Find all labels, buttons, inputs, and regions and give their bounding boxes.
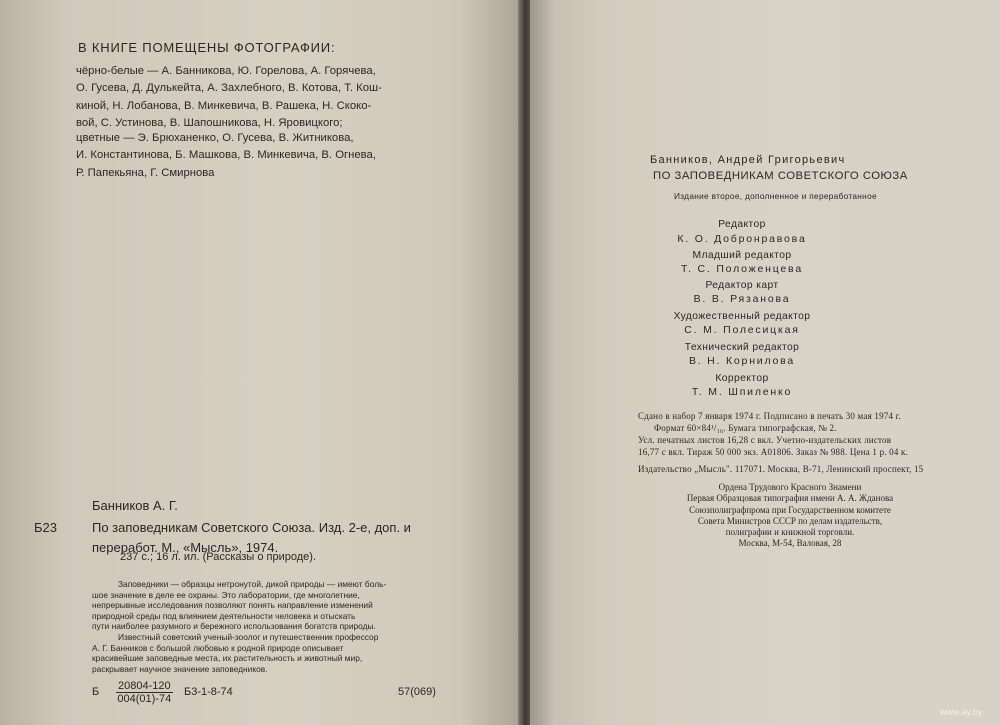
imprint-line: Усл. печатных листов 16,28 с вкл. Учетно-издательских листов: [638, 435, 892, 445]
imprint-line: 16,77 с вкл. Тираж 50 000 экз. А01806. Заказ № 988. Цена 1 р. 04 к.: [638, 447, 909, 457]
bw-photo-credits: [76, 63, 426, 132]
catalog-code: Б23: [34, 520, 57, 535]
printer-line: полиграфии и книжной торговли.: [725, 527, 855, 538]
index-top: 20804-120: [118, 680, 171, 692]
credit-line: И. Константинова, Б. Машкова, В. Минкевича, В. Огнева,: [76, 149, 376, 162]
printer-info: [610, 482, 970, 550]
catalog-pages: 237 с.; 16 л. ил. (Рассказы о природе).: [120, 551, 317, 563]
credit-line: киной, Н. Лобанова, В. Минкевича, В. Рашека, Н. Скоко-: [76, 99, 372, 112]
catalog-title: По заповедникам Советского Союза. Изд. 2-е, доп. и переработ. М., «Мысль», 1974.: [92, 520, 411, 555]
credit-line: цветные — Э. Брюханенко, О. Гусева, В. Житникова,: [76, 132, 354, 144]
credit-name: Т. М. Шпиленко: [691, 386, 793, 398]
color-photo-credits: [76, 130, 426, 182]
credit-name: В. В. Рязанова: [693, 293, 791, 305]
abstract-line: А. Г. Банников с большой любовью к родной природе описывает: [92, 642, 344, 653]
credit-role: Редактор карт: [705, 280, 779, 291]
book-abstract: [92, 579, 444, 674]
bbk-letter: Б: [92, 686, 100, 698]
catalog-author: Банников А. Г.: [92, 498, 178, 513]
credit-line: Р. Папекьяна, Г. Смирнова: [76, 166, 215, 179]
book-title: ПО ЗАПОВЕДНИКАМ СОВЕТСКОГО СОЮЗА: [653, 170, 908, 182]
credit-name: Т. С. Положенцева: [681, 263, 803, 275]
credit-name: К. О. Добронравова: [677, 233, 807, 245]
index-bottom: 004(01)-74: [117, 693, 172, 705]
printer-line: Ордена Трудового Красного Знамени: [718, 482, 862, 492]
credit-role: Технический редактор: [684, 342, 800, 353]
printer-line: Совета Министров СССР по делам издательств,: [697, 515, 883, 526]
publisher-address: Издательство „Мысль". 117071. Москва, В-71, Ленинский проспект, 15: [638, 464, 924, 474]
imprint-line: Формат 60×84¹/₁₆. Бумага типографская, № 2.: [654, 423, 837, 433]
credit-line: чёрно-белые — А. Банникова, Ю. Горелова, А. Горячева,: [76, 65, 376, 77]
abstract-line: пути наиболее разумного и бережного использования богатств природы.: [92, 621, 376, 632]
book-author: Банников, Андрей Григорьевич: [650, 154, 846, 166]
printer-line: Первая Образцовая типография имени А. А. Жданова: [686, 493, 894, 504]
edition-note: Издание второе, дополненное и переработанное: [674, 191, 877, 201]
credit-role: Художественный редактор: [673, 311, 811, 322]
abstract-line: Известный советский ученый-зоолог и путешественник профессор: [118, 631, 379, 642]
abstract-line: шое значение в деле ее охраны. Это лаборатории, где многолетние,: [92, 589, 360, 600]
plan-code: Б3-1-8-74: [184, 686, 233, 698]
credit-role: Младший редактор: [692, 250, 792, 261]
index-fraction: [116, 680, 173, 705]
udc-code: 57(069): [398, 686, 436, 698]
imprint-line: Сдано в набор 7 января 1974 г. Подписано в печать 30 мая 1974 г.: [638, 411, 901, 421]
printer-line: Москва, М-54, Валовая, 28: [738, 538, 842, 549]
credit-name: В. Н. Корнилова: [688, 355, 796, 367]
site-watermark: www.ay.by: [940, 707, 983, 717]
credit-role: Редактор: [718, 219, 766, 230]
photo-credits-heading: В КНИГЕ ПОМЕЩЕНЫ ФОТОГРАФИИ:: [78, 40, 336, 55]
credit-line: вой, С. Устинова, В. Шапошникова, Н. Яровицкого;: [76, 116, 343, 129]
abstract-line: раскрывает научное значение заповедников.: [92, 663, 268, 674]
printer-line: Союзполиграфпрома при Государственном комитете: [689, 504, 891, 515]
abstract-line: Заповедники — образцы нетронутой, дикой природы — имеют боль-: [118, 579, 387, 589]
abstract-line: красивейшие заповедные места, их растительность и животный мир,: [92, 653, 363, 664]
credit-name: С. М. Полесицкая: [684, 324, 800, 336]
credit-role: Корректор: [715, 373, 769, 384]
abstract-line: непрерывные исследования позволяют понять направление изменений: [92, 600, 373, 611]
abstract-line: природной среды под влиянием деятельности человека и отыскать: [92, 610, 356, 621]
credit-line: О. Гусева, Д. Дулькейта, А. Захлебного, В. Котова, Т. Кош-: [76, 82, 382, 95]
right-page: [530, 0, 1000, 725]
